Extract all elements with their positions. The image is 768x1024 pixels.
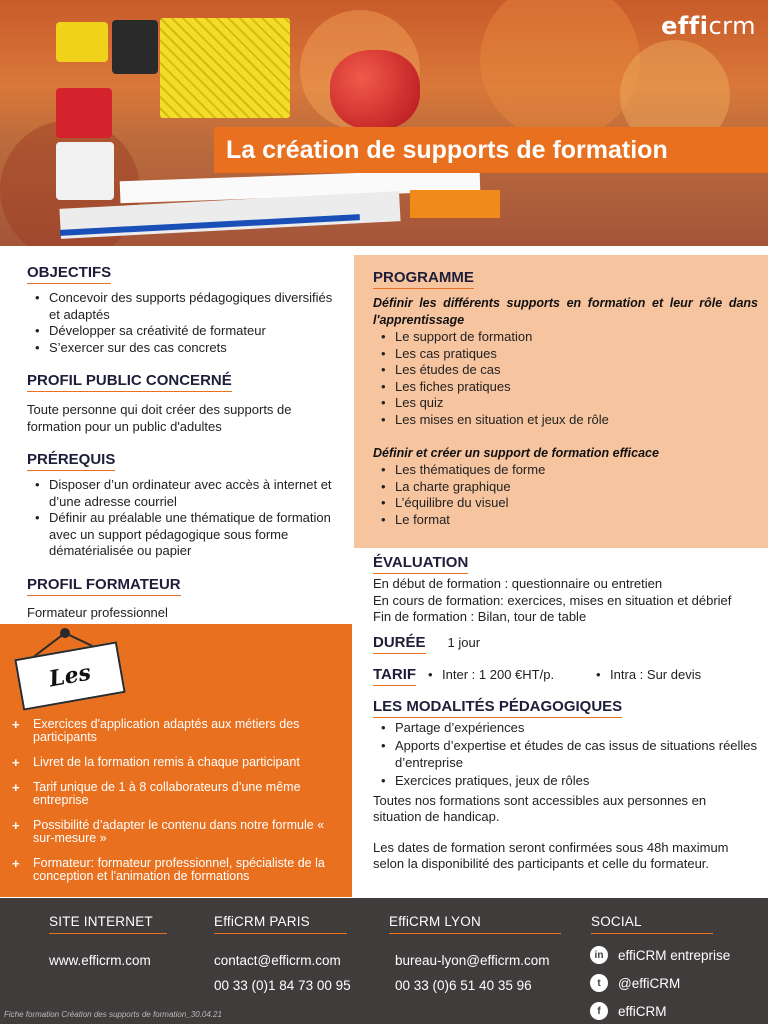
social-linkedin[interactable]	[590, 946, 730, 964]
duree-heading: DURÉE	[373, 634, 426, 654]
notebook	[410, 190, 500, 218]
social-facebook[interactable]	[590, 1002, 667, 1020]
list-item: • Partage d’expériences	[373, 720, 758, 737]
modalites-list	[373, 720, 758, 790]
evaluation-line: En début de formation : questionnaire ou entretien	[373, 576, 663, 591]
fine-print: Fiche formation Création des supports de formation_30.04.21	[4, 1010, 222, 1019]
tarif-list	[420, 667, 701, 684]
footer	[0, 898, 768, 1024]
title-band	[214, 127, 768, 173]
programme-part2-title: Définir et créer un support de formation efficace	[373, 446, 659, 460]
profil-formateur-text: Formateur professionnel	[27, 604, 168, 620]
tarif-intra: • Intra : Sur devis	[588, 667, 701, 684]
programme-part1-title: Définir les différents supports en formation et leur rôle dans l'apprentissage	[373, 296, 758, 327]
plus-icon: +	[88, 662, 107, 687]
list-item: • Les quiz	[373, 395, 758, 412]
modalites-heading: LES MODALITÉS PÉDAGOGIQUES	[373, 698, 622, 718]
dates-text: Les dates de formation seront confirmées sous 48h maximum selon la disponibilité des participants et celle du formateur.	[373, 839, 729, 871]
objectifs-heading: OBJECTIFS	[27, 264, 111, 284]
list-item: • Le format	[373, 512, 758, 529]
footer-lyon-heading: EffiCRM LYON	[389, 914, 561, 934]
list-item: • Les fiches pratiques	[373, 379, 758, 396]
footer-site-heading: SITE INTERNET	[49, 914, 167, 934]
list-item: + Livret de la formation remis à chaque participant	[12, 755, 300, 770]
list-item: • Apports d’expertise et études de cas issus de situations réelles d’entreprise	[373, 738, 758, 771]
nail-icon	[60, 628, 70, 638]
tarif-inter: • Inter : 1 200 €HT/p.	[420, 667, 588, 684]
paint-jar-red	[56, 88, 112, 138]
list-item: + Exercices d'application adaptés aux métiers des participants	[12, 717, 300, 744]
twitter-icon: t	[590, 974, 608, 992]
paint-jar-yellow	[56, 22, 108, 62]
plus-bullet-icon: +	[12, 717, 20, 732]
plus-bullet-icon: +	[12, 780, 20, 795]
plus-bullet-icon: +	[12, 818, 20, 833]
footer-paris-phone[interactable]: 00 33 (0)1 84 73 00 95	[214, 978, 351, 993]
list-item: • Disposer d’un ordinateur avec accès à internet et d’une adresse courriel	[27, 477, 340, 510]
objectifs-list	[27, 290, 340, 356]
footer-social-heading: SOCIAL	[591, 914, 713, 934]
list-item: • La charte graphique	[373, 479, 758, 496]
accessibility-text: Toutes nos formations sont accessibles aux personnes en situation de handicap.	[373, 792, 707, 824]
list-item: • Exercices pratiques, jeux de rôles	[373, 773, 758, 790]
profil-public-text: Toute personne qui doit créer des supports de formation pour un public d'adultes	[27, 402, 292, 434]
footer-lyon-email[interactable]: bureau-lyon@efficrm.com	[395, 953, 550, 968]
hero-banner	[0, 0, 768, 246]
pencil-cup	[160, 18, 290, 118]
list-item: • Les cas pratiques	[373, 346, 758, 363]
social-label: @effiCRM	[618, 975, 681, 991]
duree-value: 1 jour	[447, 634, 481, 650]
prerequis-list	[27, 477, 340, 560]
list-item: • Le support de formation	[373, 329, 758, 346]
list-item: • Définir au préalable une thématique de formation avec un support pédagogique sous forme dématérialisée ou papier	[27, 510, 340, 560]
programme-panel	[354, 255, 768, 548]
linkedin-icon: in	[590, 946, 608, 964]
list-item: • Les thématiques de forme	[373, 462, 758, 479]
plus-bullet-icon: +	[12, 856, 20, 871]
right-column	[354, 552, 768, 873]
programme-heading: PROGRAMME	[373, 269, 474, 289]
list-item: • Concevoir des supports pédagogiques diversifiés et adaptés	[27, 290, 340, 323]
prerequis-heading: PRÉREQUIS	[27, 451, 115, 471]
tarif-row	[373, 666, 758, 692]
list-item: • Les mises en situation et jeux de rôle	[373, 412, 758, 429]
profil-formateur-heading: PROFIL FORMATEUR	[27, 576, 181, 596]
social-label: effiCRM	[618, 1003, 667, 1019]
footer-paris-heading: EffiCRM PARIS	[214, 914, 347, 934]
profil-public-heading: PROFIL PUBLIC CONCERNÉ	[27, 372, 232, 392]
plus-bullet-icon: +	[12, 755, 20, 770]
sign-text: Les	[47, 659, 93, 693]
evaluation-line: En cours de formation: exercices, mises en situation et débrief	[373, 592, 732, 608]
tarif-heading: TARIF	[373, 666, 416, 686]
footer-paris-email[interactable]: contact@efficrm.com	[214, 953, 341, 968]
paint-jar-black	[112, 20, 158, 74]
list-item: • Les études de cas	[373, 362, 758, 379]
list-item: • S’exercer sur des cas concrets	[27, 340, 340, 357]
list-item: • Développer sa créativité de formateur	[27, 323, 340, 340]
programme-part2-list	[373, 462, 758, 528]
list-item: + Formateur: formateur professionnel, spécialiste de la conception et l'animation de formations	[12, 856, 325, 883]
evaluation-heading: ÉVALUATION	[373, 554, 468, 574]
paint-jar-white	[56, 142, 114, 200]
programme-part1-list	[373, 329, 758, 428]
duree-row	[373, 634, 758, 660]
page-title: La création de supports de formation	[226, 135, 668, 164]
efficrm-logo: efficrm	[661, 12, 756, 40]
social-twitter[interactable]	[590, 974, 680, 992]
evaluation-line: Fin de formation : Bilan, tour de table	[373, 609, 587, 624]
social-label: effiCRM entreprise	[618, 947, 731, 963]
list-item: • L’équilibre du visuel	[373, 495, 758, 512]
bokeh-light	[480, 0, 640, 140]
apple	[330, 50, 420, 130]
left-column	[0, 255, 354, 621]
list-item: + Tarif unique de 1 à 8 collaborateurs d’une même entreprise	[12, 780, 301, 807]
footer-site-link[interactable]: www.efficrm.com	[49, 953, 151, 968]
facebook-icon: f	[590, 1002, 608, 1020]
les-plus-list	[12, 718, 342, 895]
footer-lyon-phone[interactable]: 00 33 (0)6 51 40 35 96	[395, 978, 532, 993]
list-item: + Possibilité d’adapter le contenu dans notre formule « sur-mesure »	[12, 818, 325, 845]
